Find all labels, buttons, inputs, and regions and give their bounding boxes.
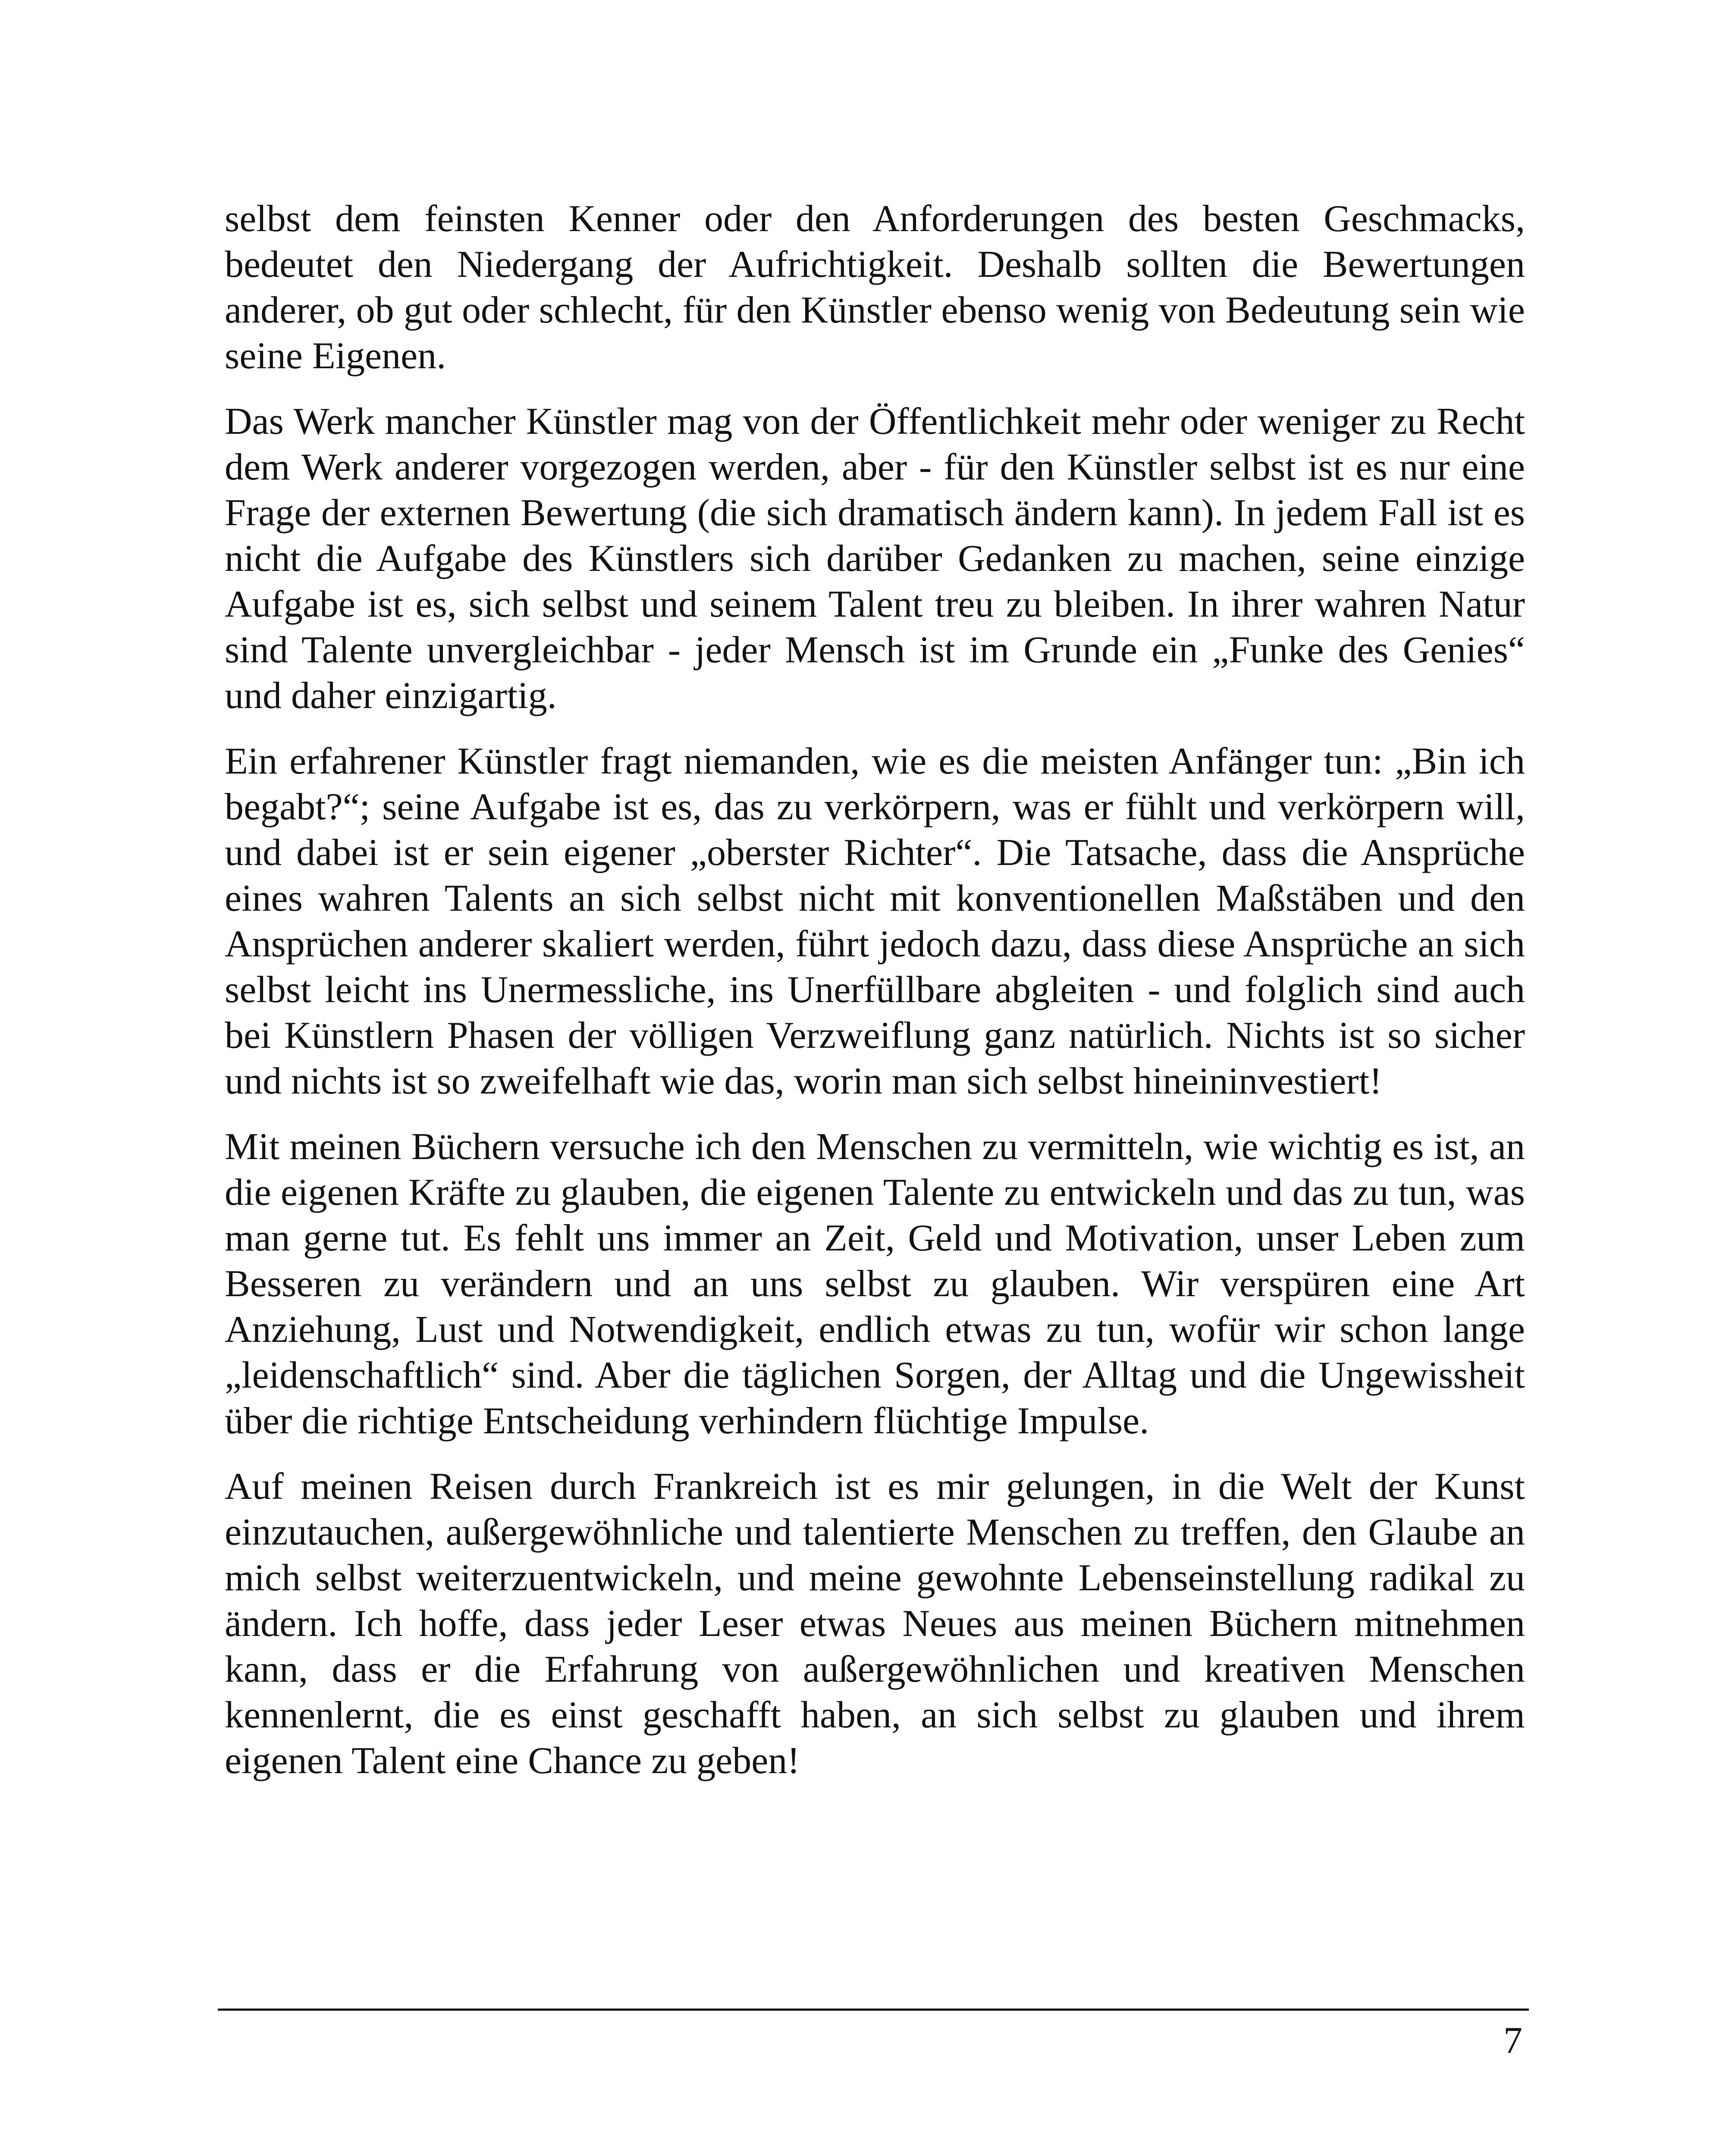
paragraph-1: selbst dem feinsten Kenner oder den Anforderungen des besten Geschmacks, bedeutet den Niedergang der Aufrichtigkeit. Deshalb sollten die Bewertungen anderer, ob gut oder schlecht, für den Künstler ebenso wenig von Bedeutung sein wie seine Eigenen. <box>225 198 1525 377</box>
page-number: 7 <box>1503 2020 1522 2062</box>
paragraph-2: Das Werk mancher Künstler mag von der Öffentlichkeit mehr oder weniger zu Recht dem Werk anderer vorgezogen werden, aber - für den Künstler selbst ist es nur eine Frage der externen Bewertung (die sich dramatisch ändern kann). In jedem Fall ist es nicht die Aufgabe des Künstlers sich darüber Gedanken zu machen, seine einzige Aufgabe ist es, sich selbst und seinem Talent treu zu bleiben. In ihrer wahren Natur sind Talente unvergleichbar - jeder Mensch ist im Grunde ein „Funke des Genies“ und daher einzigartig. <box>225 401 1525 717</box>
paragraph-5: Auf meinen Reisen durch Frankreich ist es mir gelungen, in die Welt der Kunst einzutauchen, außergewöhnliche und talentierte Menschen zu treffen, den Glaube an mich selbst weiterzuentwickeln, und meine gewohnte Lebenseinstellung radikal zu ändern. Ich hoffe, dass jeder Leser etwas Neues aus meinen Büchern mitnehmen kann, dass er die Erfahrung von außergewöhnlichen und kreativen Menschen kennenlernt, die es einst geschafft haben, an sich selbst zu glauben und ihrem eigenen Talent eine Chance zu geben! <box>225 1466 1525 1782</box>
paragraph-4: Mit meinen Büchern versuche ich den Menschen zu vermitteln, wie wichtig es ist, an die eigenen Kräfte zu glauben, die eigenen Talente zu entwickeln und das zu tun, was man gerne tut. Es fehlt uns immer an Zeit, Geld und Motivation, unser Leben zum Besseren zu verändern und an uns selbst zu glauben. Wir verspüren eine Art Anziehung, Lust und Notwendigkeit, endlich etwas zu tun, wofür wir schon lange „leidenschaftlich“ sind. Aber die täglichen Sorgen, der Alltag und die Ungewissheit über die richtige Entscheidung verhindern flüchtige Impulse. <box>225 1126 1525 1442</box>
footer-divider <box>218 2009 1529 2011</box>
paragraph-3: Ein erfahrener Künstler fragt niemanden, wie es die meisten Anfänger tun: „Bin ich begabt?“; seine Aufgabe ist es, das zu verkörpern, was er fühlt und verkörpern will, und dabei ist er sein eigener „oberster Richter“. Die Tatsache, dass die Ansprüche eines wahren Talents an sich selbst nicht mit konventionellen Maßstäben und den Ansprüchen anderer skaliert werden, führt jedoch dazu, dass diese Ansprüche an sich selbst leicht ins Unermessliche, ins Unerfüllbare abgleiten - und folglich sind auch bei Künstlern Phasen der völligen Verzweiflung ganz natürlich. Nichts ist so sicher und nichts ist so zweifelhaft wie das, worin man sich selbst hineininvestiert! <box>225 740 1525 1102</box>
body-text <box>225 196 1525 1804</box>
